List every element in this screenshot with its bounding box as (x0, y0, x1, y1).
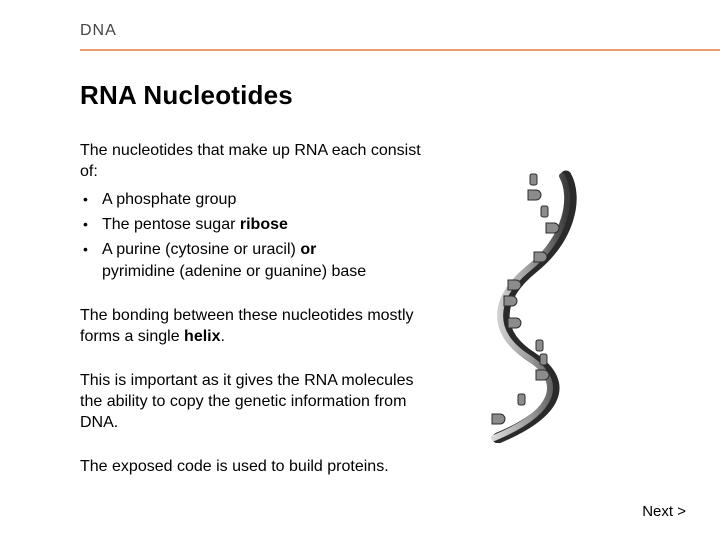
list-item (80, 187, 450, 212)
bonding-paragraph (80, 305, 440, 347)
bonding-bold: helix (184, 328, 221, 345)
next-button[interactable]: Next > (642, 503, 686, 520)
rna-helix-icon (478, 168, 588, 443)
list-item (80, 212, 450, 237)
list-item-text: A purine (cytosine or uracil) (102, 241, 301, 258)
importance-paragraph: This is important as it gives the RNA molecules the ability to copy the genetic information from DNA. (80, 372, 414, 431)
bullet-icon: • (83, 216, 88, 232)
bullet-icon: • (83, 241, 88, 257)
list-item-text-continued: pyrimidine (adenine or guanine) base (102, 263, 367, 280)
list-item-text: The pentose sugar (102, 216, 240, 233)
list-item-bold: ribose (239, 216, 288, 233)
list-item-bold: or (300, 241, 317, 258)
header-divider (80, 49, 720, 51)
list-item (80, 237, 450, 284)
page-title: RNA Nucleotides (80, 80, 293, 110)
list-item-text: A phosphate group (102, 191, 237, 208)
intro-paragraph: The nucleotides that make up RNA each consist of: (80, 142, 421, 180)
protein-paragraph: The exposed code is used to build proteins. (80, 458, 389, 475)
section-title: DNA (80, 22, 117, 39)
bonding-text: The bonding between these nucleotides mostly forms a single (80, 307, 414, 345)
nucleotide-components-list (80, 187, 450, 284)
bullet-icon: • (83, 191, 88, 207)
bonding-period: . (220, 328, 225, 345)
